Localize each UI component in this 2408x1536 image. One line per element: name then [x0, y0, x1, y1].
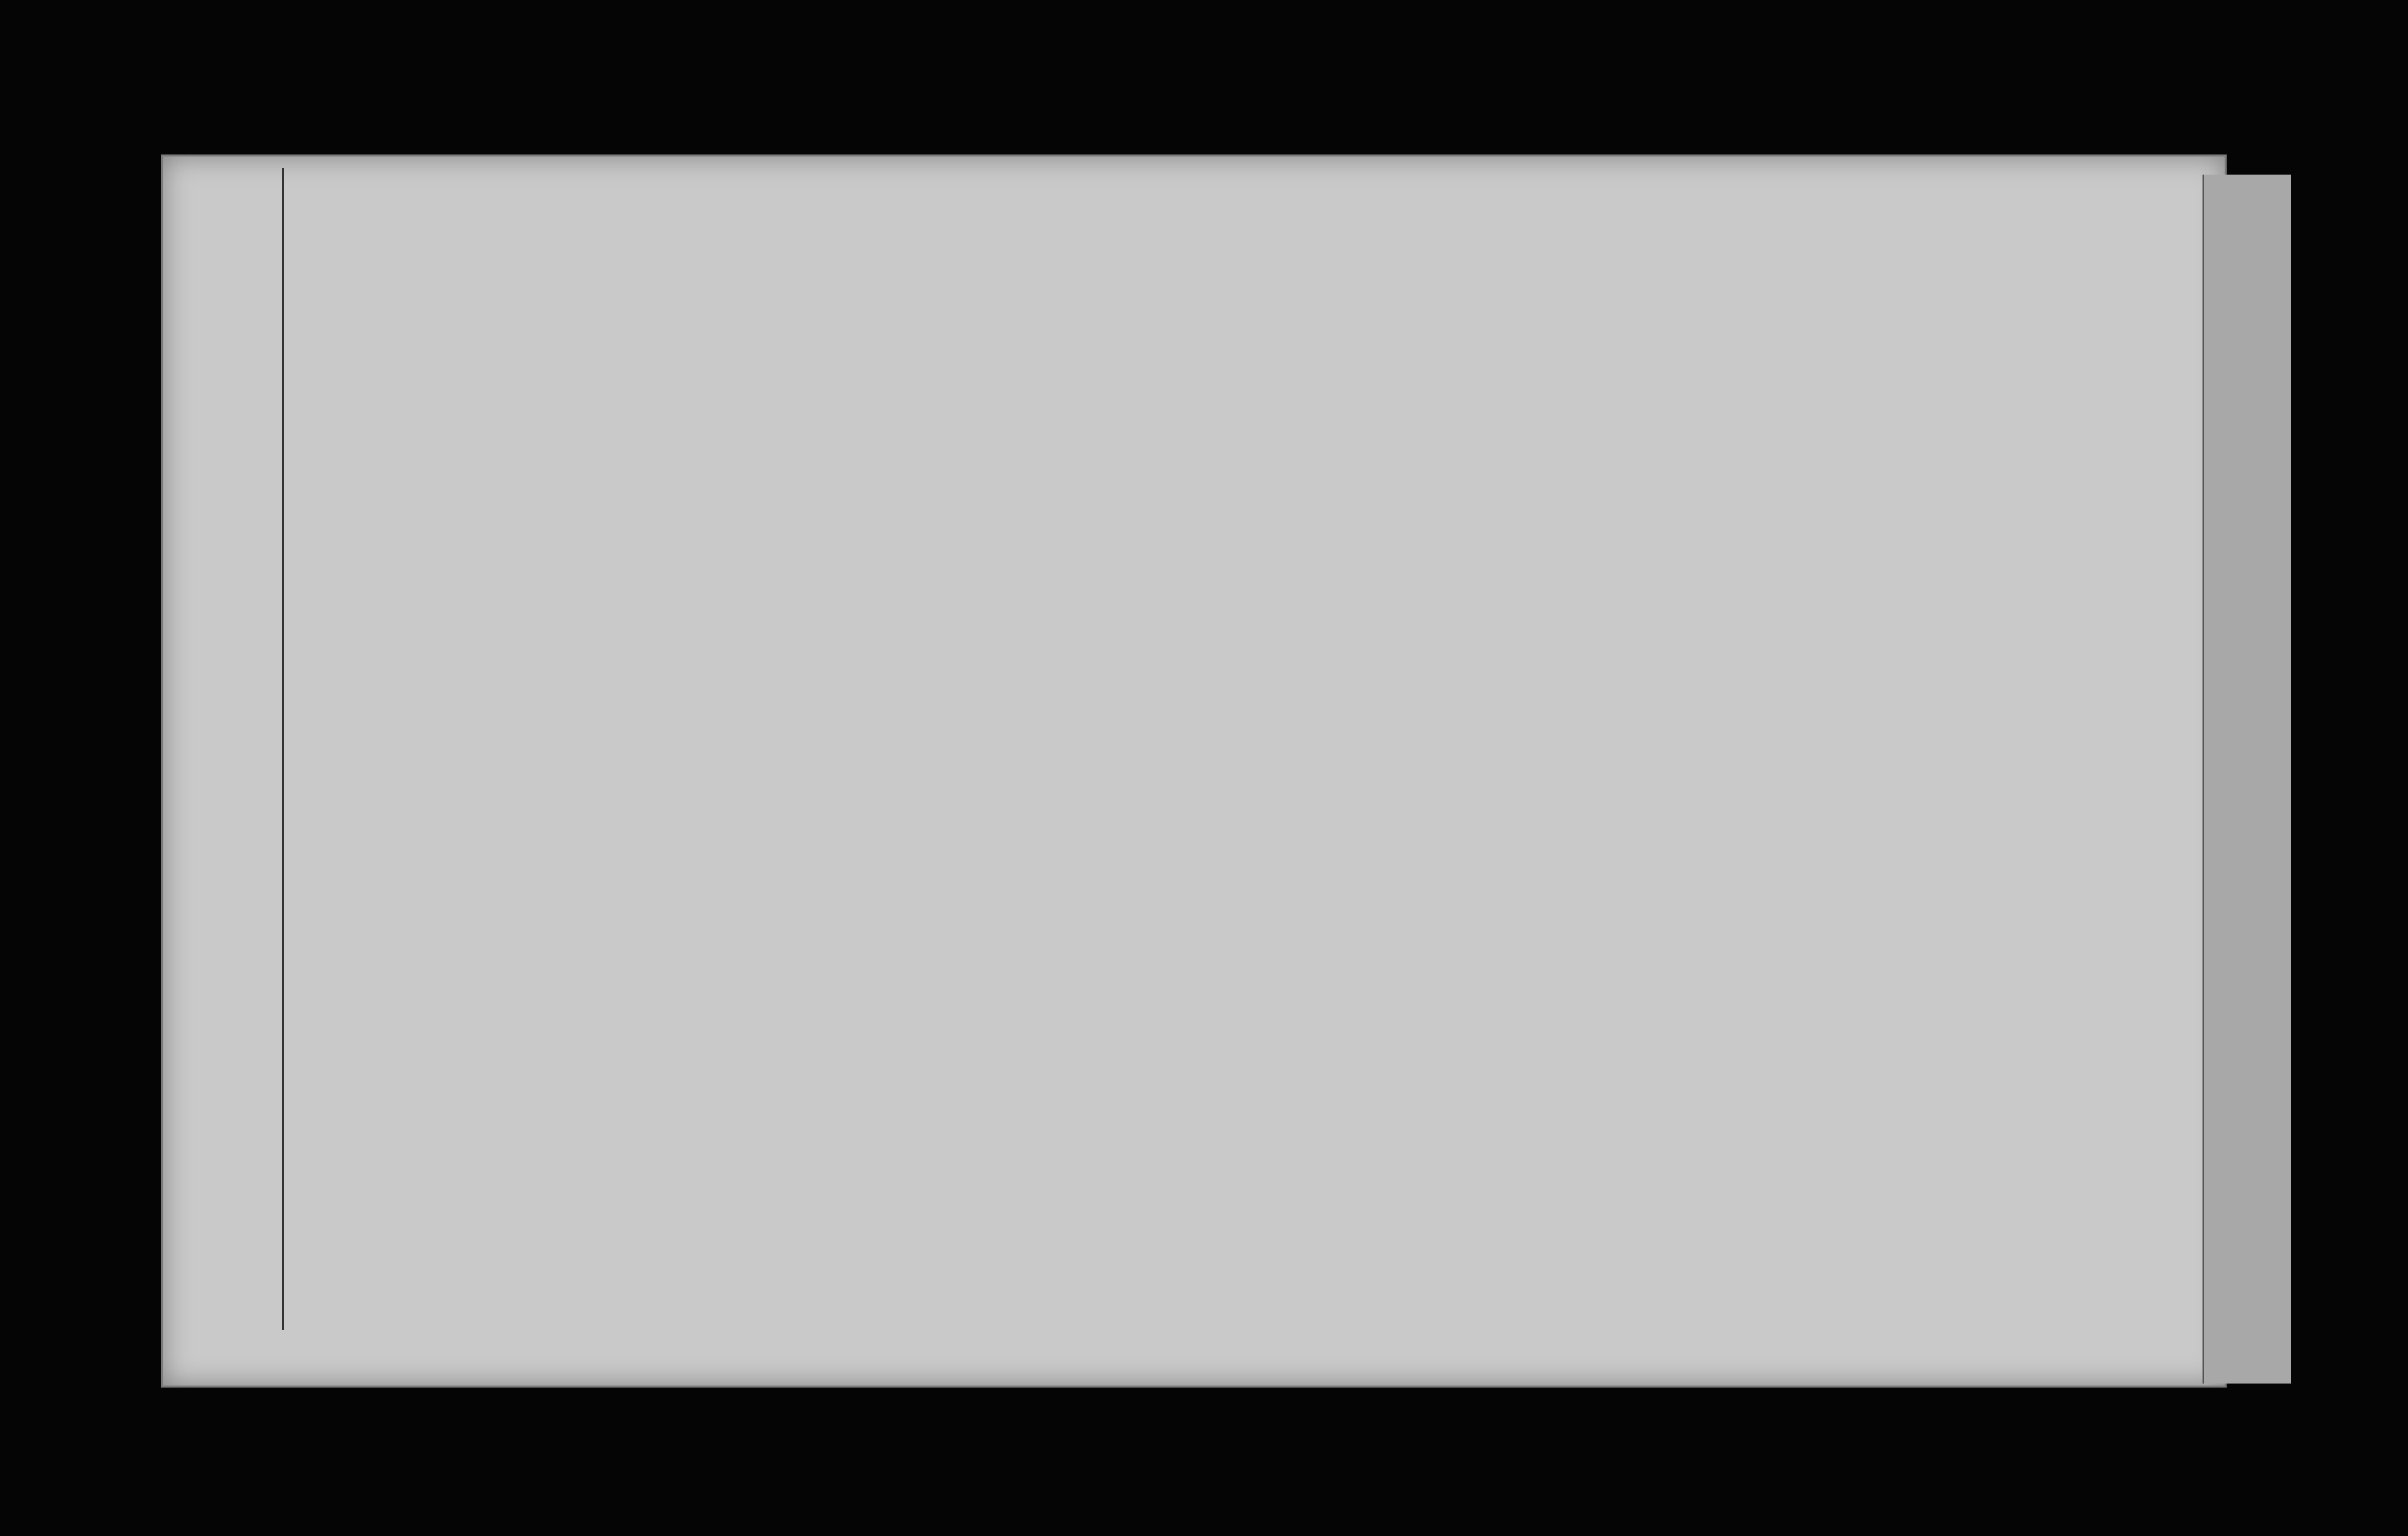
middle-section — [269, 463, 2203, 910]
lease-table — [269, 910, 2203, 1340]
underlying-page-edge — [2203, 175, 2291, 1384]
crops-table — [269, 161, 2203, 463]
